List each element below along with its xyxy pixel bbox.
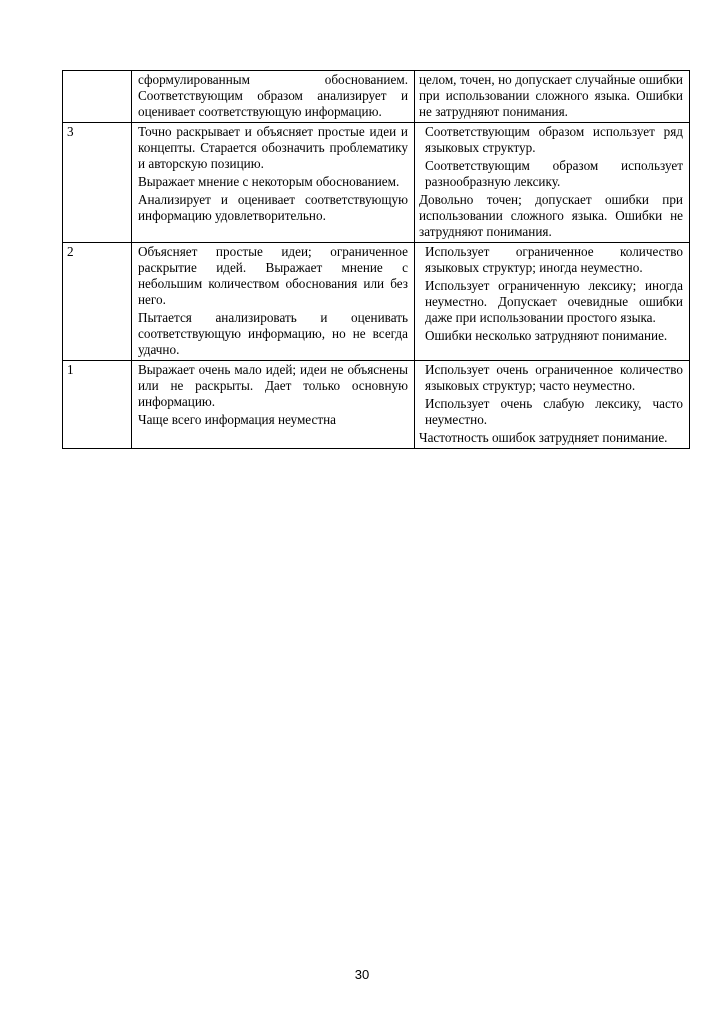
content-paragraph: Пытается анализировать и оценивать соответствующую информацию, но не всегда удачно.: [138, 310, 408, 357]
language-paragraph: Использует очень ограниченное количество языковых структур; часто неуместно.: [425, 362, 683, 393]
language-paragraph: целом, точен, но допускает случайные ошибки при использовании сложного языка. Ошибки не затрудняют понимания.: [419, 72, 683, 119]
language-paragraph: Соответствующим образом использует ряд языковых структур.: [425, 124, 683, 155]
language-paragraph: Довольно точен; допускает ошибки при использовании сложного языка. Ошибки не затрудняют понимания.: [419, 192, 683, 239]
language-paragraph: Ошибки несколько затрудняют понимание.: [425, 328, 668, 343]
language-cell: [415, 243, 690, 361]
content-paragraph: Выражает мнение с некоторым обоснованием.: [138, 174, 400, 189]
content-paragraph: Чаще всего информация неуместна: [138, 412, 337, 427]
score-cell: [63, 71, 132, 123]
table-row: [63, 123, 690, 243]
content-cell: [132, 243, 415, 361]
language-cell: [415, 361, 690, 449]
language-paragraph: Использует очень слабую лексику, часто неуместно.: [425, 396, 683, 427]
rubric-table: [62, 70, 690, 449]
language-cell: [415, 123, 690, 243]
language-paragraph: Частотность ошибок затрудняет понимание.: [419, 430, 668, 445]
score-cell: 1: [63, 361, 132, 449]
content-paragraph: Точно раскрывает и объясняет простые идеи и концепты. Старается обозначить проблематику и авторскую позицию.: [138, 124, 408, 171]
table-row: [63, 71, 690, 123]
content-paragraph: Анализирует и оценивает соответствующую информацию удовлетворительно.: [138, 192, 408, 223]
table-row: [63, 243, 690, 361]
content-paragraph: Объясняет простые идеи; ограниченное раскрытие идей. Выражает мнение с небольшим количеством обоснования или без него.: [138, 244, 408, 307]
language-paragraph: Использует ограниченную лексику; иногда неуместно. Допускает очевидные ошибки даже при использовании простого языка.: [425, 278, 683, 325]
language-paragraph: Использует ограниченное количество языковых структур; иногда неуместно.: [425, 244, 683, 275]
content-paragraph: Выражает очень мало идей; идеи не объяснены или не раскрыты. Дает только основную информацию.: [138, 362, 408, 409]
table-row: [63, 361, 690, 449]
content-cell: [132, 123, 415, 243]
language-paragraph: Соответствующим образом использует разнообразную лексику.: [425, 158, 683, 189]
content-cell: [132, 71, 415, 123]
score-cell: 2: [63, 243, 132, 361]
content-cell: [132, 361, 415, 449]
page-number: 30: [354, 967, 370, 982]
score-cell: 3: [63, 123, 132, 243]
language-cell: [415, 71, 690, 123]
content-paragraph: сформулированным обоснованием. Соответствующим образом анализирует и оценивает соответствующую информацию.: [138, 72, 408, 119]
